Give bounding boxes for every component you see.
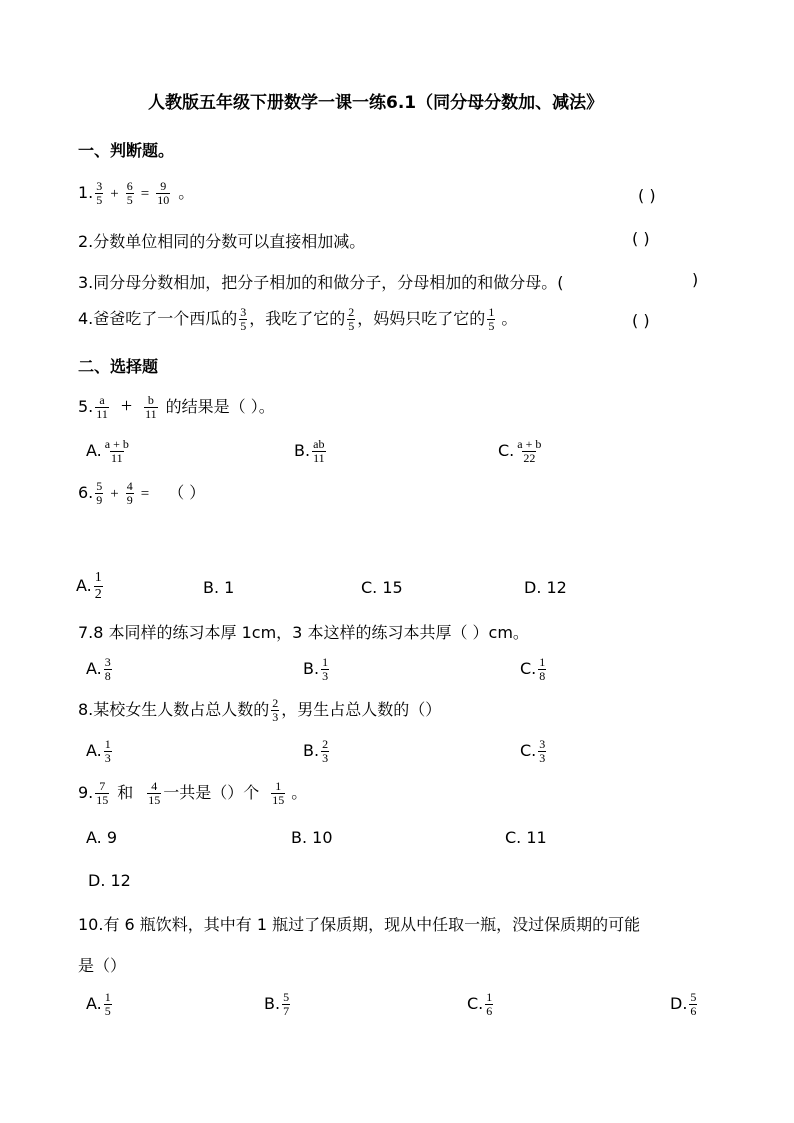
question-text: 的结果是（ ）。 [165,397,275,416]
question-text: ，妈妈只吃了它的 [357,309,486,328]
plus-sign: + [110,186,119,202]
option-a[interactable]: A. $\frac{3}{8}$ [86,655,111,683]
question-number: 5. [78,397,94,416]
fraction: $\frac{2}{3}$ [272,696,279,724]
option-c[interactable]: C. $\frac{1}{6}$ [467,990,493,1018]
question-2: 2.分数单位相同的分数可以直接相加减。 [78,232,366,251]
option-a[interactable]: A. $\frac{1}{3}$ [86,737,111,765]
question-10-line-2: 是（） [78,956,127,975]
option-b[interactable]: B. $\frac{2}{3}$ [303,737,329,765]
period: 。 [178,183,195,202]
question-8 [78,697,441,724]
plus-sign: + [110,486,119,502]
question-1 [78,180,194,207]
fraction: $\frac{9}{10}$ [157,179,170,207]
fraction: $\frac{4}{15}$ [148,779,161,807]
fraction: $\frac{7}{15}$ [96,779,109,807]
period: 。 [291,783,308,802]
fraction: $\frac{1}{15}$ [272,779,285,807]
option-d[interactable]: D. 12 [524,578,567,597]
option-c[interactable]: C. $\frac{a + b}{22}$ [498,437,542,465]
option-a[interactable]: A. 9 [86,828,118,847]
fraction: $\frac{b}{11}$ [145,393,157,421]
section-heading-true-false: 一、判断题。 [78,141,175,160]
page-title: 人教版五年级下册数学一课一练6.1（同分母分数加、减法》 [148,93,604,113]
option-a[interactable]: A. $\frac{1}{5}$ [86,990,111,1018]
fraction: $\frac{4}{9}$ [126,479,133,507]
option-b[interactable]: B. $\frac{5}{7}$ [264,990,290,1018]
question-text: ，我吃了它的 [249,309,346,328]
question-text: ，男生占总人数的（） [281,700,442,719]
question-4 [78,306,517,333]
option-b[interactable]: B. $\frac{1}{3}$ [303,655,329,683]
fraction: $\frac{5}{9}$ [96,479,103,507]
answer-blank[interactable]: ( ) [632,229,650,248]
question-7: 7.8 本同样的练习本厚 1cm，3 本这样的练习本共厚（ ）cm。 [78,623,529,642]
option-c[interactable]: C. $\frac{3}{3}$ [520,737,546,765]
question-6 [78,480,205,507]
option-a[interactable]: A. $\frac{a + b}{11}$ [86,437,129,465]
option-c[interactable]: C. 11 [505,828,547,847]
equals-sign: = [140,486,150,502]
option-d[interactable]: D. $\frac{5}{6}$ [670,990,697,1018]
question-number: 1. [78,183,94,202]
question-number: 9. [78,783,94,802]
equals-sign: = [140,186,150,202]
question-9 [78,780,307,807]
question-text: 一共是（）个 [163,783,260,802]
question-5 [78,394,275,421]
option-c[interactable]: C. $\frac{1}{8}$ [520,655,546,683]
plus-sign: + [120,395,133,417]
section-heading-choice: 二、选择题 [78,357,159,376]
fraction: $\frac{a}{11}$ [96,393,108,421]
option-c[interactable]: C. 15 [361,578,403,597]
answer-blank[interactable]: ( ) [638,186,656,205]
fraction: $\frac{3}{5}$ [240,305,247,333]
question-text: 和 [117,783,134,802]
answer-blank[interactable]: ( ) [632,311,650,330]
option-b[interactable]: B. 10 [291,828,333,847]
question-number: 6. [78,483,94,502]
option-b[interactable]: B. 1 [203,578,235,597]
option-b[interactable]: B. $\frac{ab}{11}$ [294,437,325,465]
question-text: 4.爸爸吃了一个西瓜的 [78,309,238,328]
fraction: $\frac{2}{5}$ [348,305,355,333]
answer-blank[interactable]: （ ） [168,483,206,502]
question-3: 3.同分母分数相加，把分子相加的和做分子，分母相加的和做分母。( [78,273,564,292]
answer-blank-close[interactable]: ) [692,270,699,289]
question-text: 8.某校女生人数占总人数的 [78,700,270,719]
question-10-line-1: 10.有 6 瓶饮料，其中有 1 瓶过了保质期，现从中任取一瓶，没过保质期的可能 [78,915,641,934]
option-d[interactable]: D. 12 [88,871,131,890]
fraction: $\frac{3}{5}$ [96,179,103,207]
fraction: $\frac{6}{5}$ [126,179,133,207]
option-a[interactable]: A. $\frac{1}{2}$ [76,570,102,602]
fraction: $\frac{1}{5}$ [488,305,495,333]
period: 。 [501,309,518,328]
